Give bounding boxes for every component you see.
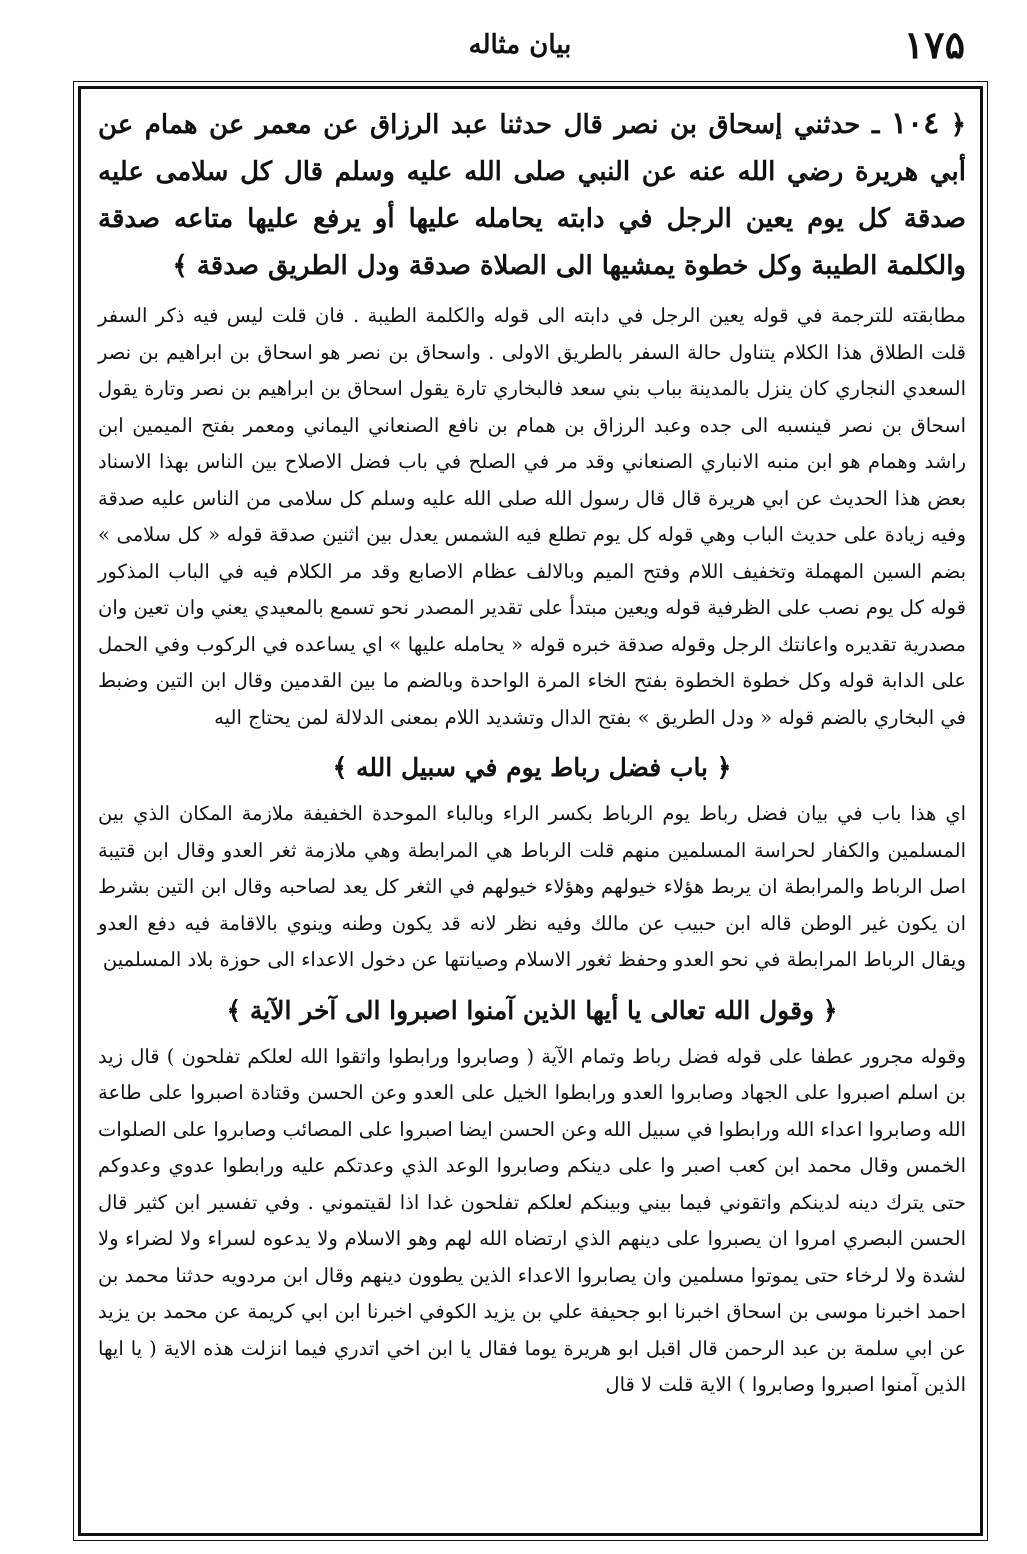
chapter-1-title: باب فضل رباط يوم في سبيل الله — [356, 753, 709, 782]
chapter-1-close-bracket: ﴾ — [332, 753, 348, 782]
page-number: ۱۷۵ — [903, 22, 965, 67]
chapter-heading-2 — [98, 987, 966, 1035]
commentary-paragraph-2: اي هذا باب في بيان فضل رباط يوم الرباط بكسر الراء وبالباء الموحدة الخفيفة ملازمة المكان الذي بين المسلمين والكفار لحراسة المسلمين منهم قلت الرباط هي المرابطة وهي ملازمة ثغر العدو وقال ابن قتيبة اصل الرباط والمرابطة ان يربط هؤلاء خيولهم وهؤلاء خيولهم في الثغر كل يعد لصاحبه وقال ابن التين بشرط ان يكون غير الوطن قاله ابن حبيب عن مالك وفيه نظر لانه قد يكون وطنه وينوي بالاقامة فيه دفع العدو ويقال الرباط المرابطة في نحو العدو وحفظ ثغور الاسلام وصيانتها عن دخول الاعداء الى حوزة بلاد المسلمين — [98, 802, 966, 971]
chapter-2-open-bracket: ﴿ — [814, 995, 838, 1025]
page-header — [60, 20, 980, 70]
hadith-dash: ـ — [860, 110, 880, 140]
chapter-2-title: وقول الله تعالى يا أيها الذين آمنوا اصبروا الى آخر الآية — [249, 995, 815, 1025]
hadith-open-bracket: ﴿ — [939, 110, 967, 140]
chapter-1-open-bracket: ﴿ — [708, 753, 732, 782]
commentary-paragraph-3: وقوله مجرور عطفا على قوله فضل رباط وتمام الآية ( وصابروا ورابطوا واتقوا الله لعلكم تفلحون ) قال زيد بن اسلم اصبروا على الجهاد وصابروا العدو ورابطوا الخيل على العدو وعن الحسن وقتادة اصبروا على طاعة الله وصابروا اعداء الله ورابطوا في سبيل الله وعن الحسن ايضا اصبروا على المصائب وصابروا على الصلوات الخمس وقال محمد ابن كعب اصبر وا على دينكم وصابروا الوعد الذي وعدتكم عليه ورابطوا عدوي وعدوكم حتى يترك دينه لدينكم واتقوني فيما بيني وبينكم لعلكم تفلحون غدا اذا لقيتموني . وفي تفسير ابن كثير قال الحسن البصري امروا ان يصبروا على دينهم الذي ارتضاه الله لهم وهو الاسلام ولا يدعوه لسراء ولا لضراء ولا لشدة ولا لرخاء حتى يموتوا مسلمين وان يصابروا الاعداء الذين يطوون دينهم وقال ابن مردويه حدثنا محمد بن احمد اخبرنا موسى بن اسحاق اخبرنا ابو جحيفة علي بن يزيد الكوفي اخبرنا ابن ابي كريمة عن محمد بن يزيد عن ابي سلمة بن عبد الرحمن قال اقبل ابو هريرة يوما فقال يا ابن اخي اتدري فيما انزلت هذه الاية ( يا ايها الذين آمنوا اصبروا وصابروا ) الاية قلت لا قال — [98, 1044, 966, 1396]
running-title: بيان مثاله — [468, 30, 572, 60]
hadith-text — [98, 100, 966, 290]
chapter-2-close-bracket: ﴾ — [226, 995, 242, 1025]
hadith-body: حدثني إسحاق بن نصر قال حدثنا عبد الرزاق عن معمر عن همام عن أبي هريرة رضي الله عنه عن النبي صلى الله عليه وسلم قال كل سلامى عليه صدقة كل يوم يعين الرجل في دابته يحامله عليها أو يرفع عليها متاعه صدقة والكلمة الطيبة وكل خطوة يمشيها الى الصلاة صدقة ودل الطريق صدقة — [98, 110, 966, 281]
commentary-paragraph-1: مطابقته للترجمة في قوله يعين الرجل في دابته الى قوله والكلمة الطيبة . فان قلت ليس فيه ذكر السفر قلت الطلاق هذا الكلام يتناول حالة السفر بالطريق الاولى . واسحاق بن نصر هو اسحاق بن ابراهيم بن نصر السعدي النجاري كان ينزل بالمدينة بباب بني سعد فالبخاري تارة يقول اسحاق بن ابراهيم بن نصر وتارة يقول اسحاق بن نصر فينسبه الى جده وعبد الرزاق بن همام بن نافع الصنعاني اليماني ومعمر بفتح الميمين ابن راشد وهمام هو ابن منبه الانباري الصنعاني وقد مر في الصلح في باب فضل الاصلاح بين الناس بهذا الاسناد بعض هذا الحديث عن ابي هريرة قال قال رسول الله صلى الله عليه وسلم كل سلامى من الناس عليه صدقة وفيه زيادة على حديث الباب وهي قوله كل يوم تطلع فيه الشمس يعدل بين اثنين صدقة قوله « كل سلامى » بضم السين المهملة وتخفيف اللام وفتح الميم وبالالف عظام الاصابع وقد مر الكلام فيه في الباب المذكور قوله كل يوم نصب على الظرفية قوله ويعين مبتدأ على تقدير المصدر نحو تسمع بالمعيدي يعني وان تعين وان مصدرية تقديره واعانتك الرجل وقوله صدقة خبره قوله « يحامله عليها » اي يساعده في الركوب وفي الحمل على الدابة قوله وكل خطوة الخطوة بفتح الخاء المرة الواحدة وبالضم ما بين القدمين وقال ابن التين وضبط في البخاري بالضم قوله « ودل الطريق » بفتح الدال وتشديد اللام بمعنى الدلالة لمن يحتاج اليه — [98, 304, 966, 729]
hadith-number: ١٠٤ — [890, 106, 940, 141]
chapter-heading-1 — [98, 744, 966, 792]
page-body — [98, 100, 966, 1404]
hadith-close-bracket: ﴾ — [172, 251, 188, 281]
